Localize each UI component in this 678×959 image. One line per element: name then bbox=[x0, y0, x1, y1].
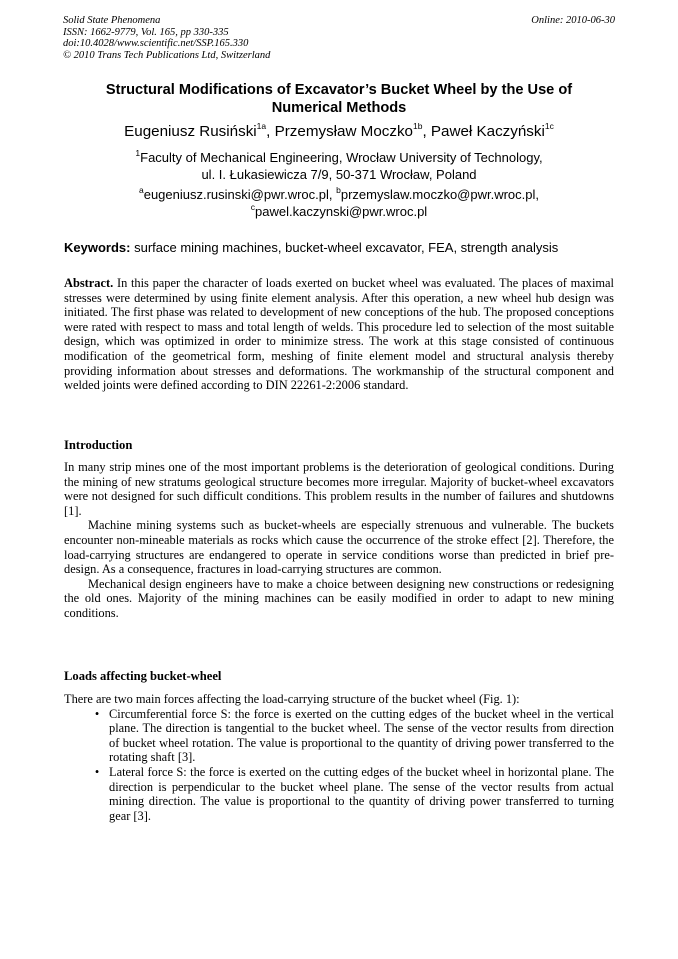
list-item-text: Circumferential force S: the force is exerted on the cutting edges of the bucket wheel in the vertical plane. The direction is tangential to the bucket wheel. The sense of the vector results from direction of bucket wheel rotation. The value is proportional to the quantity of driving power transferred to the rotating shaft [3]. bbox=[109, 706, 614, 765]
keywords bbox=[64, 239, 616, 256]
email-sup: b bbox=[336, 184, 341, 195]
abstract-text: In this paper the character of loads exerted on bucket wheel was evaluated. The places of maximal stresses were determined by using finite element analysis. After this operation, a new wheel hub design was initiated. The first phase was related to development of new conceptions of the hub. The proposed conceptions were rated with respect to mass and total length of welds. This procedure led to selection of the most suitable design, which was optimized in order to minimize stress. The work at this stage consisted of continuous modification of the geometrical form, meshing of finite element model and structural analysis thereby providing information about stresses and deformations. The workmanship of the structural component and welded joints were defined according to DIN 22261-2:2006 standard. bbox=[64, 276, 614, 393]
author-sup: 1b bbox=[413, 120, 423, 131]
issn: ISSN: 1662-9779, Vol. 165, pp 330-335 bbox=[63, 26, 229, 38]
affiliation-line: Faculty of Mechanical Engineering, Wrocław University of Technology, bbox=[140, 150, 543, 165]
affiliation bbox=[60, 149, 618, 183]
author-name: Przemysław Moczko bbox=[274, 123, 413, 140]
journal-header bbox=[63, 15, 615, 61]
email-address: eugeniusz.rusinski@pwr.wroc.pl bbox=[143, 187, 329, 202]
bullet-icon: • bbox=[94, 706, 100, 721]
bullet-list bbox=[64, 707, 614, 824]
author-list: Eugeniusz Rusiński$^{1a}$, Przemysław Moczko$^{1b}$, Paweł Kaczyński$^{1c}$ bbox=[124, 120, 554, 140]
online-date: Online: 2010-06-30 bbox=[531, 15, 615, 26]
abstract bbox=[64, 276, 614, 393]
paragraph: Machine mining systems such as bucket-wheels are especially strenuous and vulnerable. The buckets encounter non-mineable materials as rocks which cause the occurrence of the stroke effect [2]. Therefore, the load-carrying structures are endangered to operate in service conditions worse than predicted in brief pre-design. As a consequence, fractures in load-carrying structures are common. bbox=[64, 518, 614, 577]
bullet-icon: • bbox=[94, 764, 100, 779]
list-item-text: Lateral force S: the force is exerted on the cutting edges of the bucket wheel in horizontal plane. The direction is perpendicular to the bucket wheel plane. The sense of the vector results from actual mining direction. The value is proportional to the quantity of driving power transferred to turning gear [3]. bbox=[109, 764, 614, 823]
section-heading-introduction: Introduction bbox=[64, 438, 133, 452]
affiliation-line: ul. I. Łukasiewicza 7/9, 50-371 Wrocław, Poland bbox=[201, 167, 477, 182]
copyright: © 2010 Trans Tech Publications Ltd, Switzerland bbox=[63, 49, 271, 61]
author-sup: 1c bbox=[544, 120, 554, 131]
email-sup: c bbox=[250, 201, 256, 212]
author-name: Eugeniusz Rusiński bbox=[124, 123, 257, 140]
author-emails: $^a$eugeniusz.rusinski@pwr.wroc.pl, $^b$przemyslaw.moczko@pwr.wroc.pl, $^c$pawel.kaczynski@pwr.wroc.pl bbox=[138, 184, 540, 219]
author-sup: 1a bbox=[256, 120, 267, 131]
loads-body bbox=[64, 692, 614, 823]
abstract-label: Abstract. bbox=[64, 276, 114, 290]
email-sup: a bbox=[138, 184, 144, 195]
section-heading-loads: Loads affecting bucket-wheel bbox=[64, 669, 222, 683]
doi: doi:10.4028/www.scientific.net/SSP.165.330 bbox=[63, 38, 249, 49]
keywords-label: Keywords: bbox=[64, 240, 131, 255]
paper-title: Structural Modifications of Excavator’s Bucket Wheel by the Use of Numerical Methods bbox=[105, 82, 573, 116]
journal-name: Solid State Phenomena bbox=[63, 15, 161, 26]
author-name: Paweł Kaczyński bbox=[430, 123, 545, 140]
introduction-body bbox=[64, 460, 614, 621]
list-item bbox=[64, 707, 614, 765]
paragraph: In many strip mines one of the most important problems is the deterioration of geological conditions. During the mining of new stratums geological structure becomes more irregular. Majority of bucket-wheel excavators were not designed for such difficult conditions. This problem results in the number of failures and shutdowns [1]. bbox=[64, 460, 614, 518]
keywords-text: surface mining machines, bucket-wheel excavator, FEA, strength analysis bbox=[134, 240, 559, 255]
email-address: pawel.kaczynski@pwr.wroc.pl bbox=[255, 204, 428, 219]
paragraph: There are two main forces affecting the load-carrying structure of the bucket wheel (Fig. 1): bbox=[64, 692, 520, 706]
paragraph: Mechanical design engineers have to make a choice between designing new constructions or redesigning the old ones. Majority of the mining machines can be easily modified in order to adapt to new mining conditions. bbox=[64, 576, 614, 620]
affiliation-sup: 1 bbox=[135, 147, 141, 158]
email-address: przemyslaw.moczko@pwr.wroc.pl bbox=[340, 187, 536, 202]
list-item bbox=[64, 765, 614, 823]
